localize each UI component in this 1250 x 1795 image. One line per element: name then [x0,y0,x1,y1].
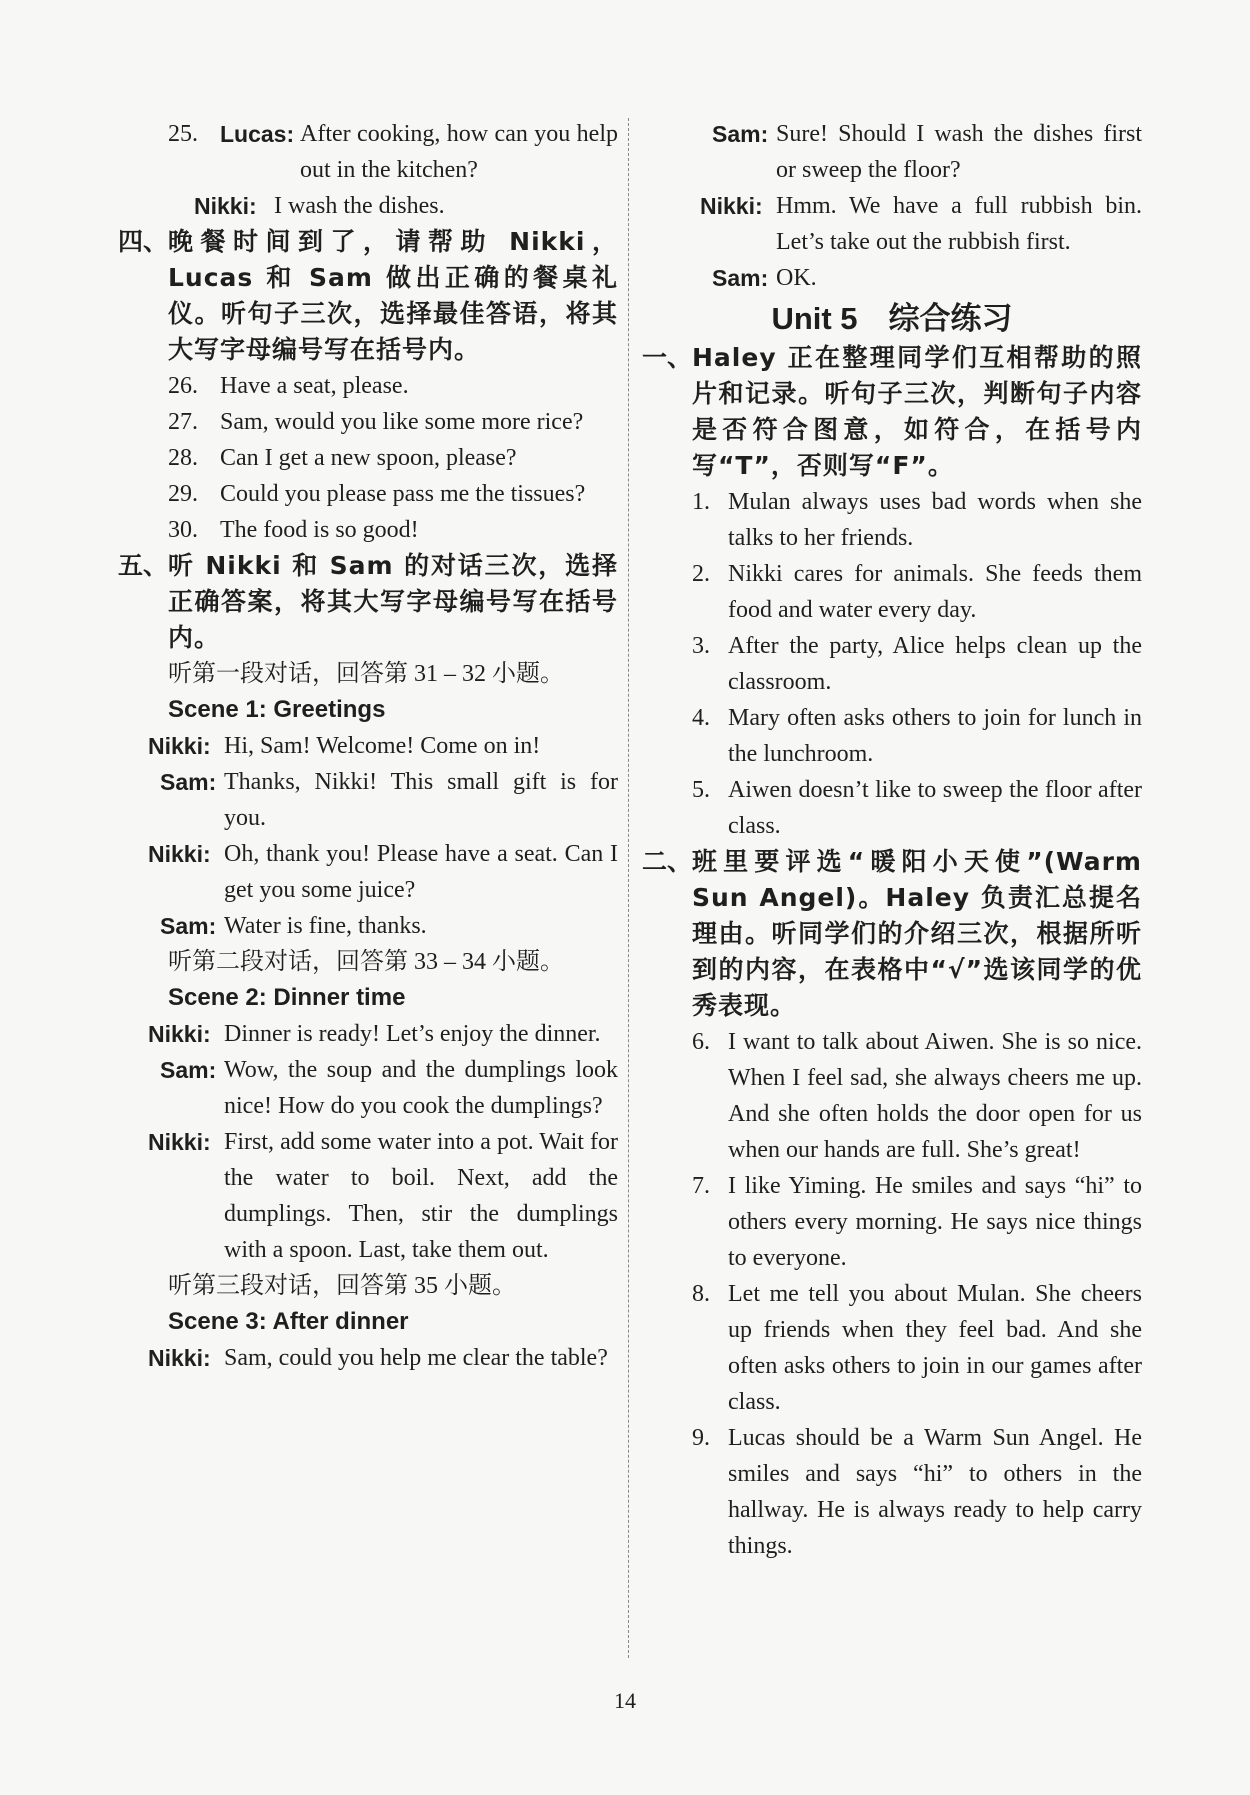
dialogue-line: OK. [776,265,817,291]
dialogue-line: First, add some water into a pot. Wait for the water to boil. Next, add the dumplings. Then, stir the dumplings with a spoon. Last, take them out. [224,1129,618,1263]
dialogue-line-row [118,728,618,764]
dialogue-line: Hi, Sam! Welcome! Come on in! [224,733,541,759]
question-text: Nikki cares for animals. She feeds them food and water every day. [728,561,1142,623]
column-divider [628,118,629,1658]
scene-2-title: Scene 2: Dinner time [168,984,406,1011]
list-item [642,700,1142,772]
dialogue-line-row [118,908,618,944]
list-item [642,484,1142,556]
speaker-label: Sam: [160,769,217,795]
dialogue-1-instruction: 听第一段对话，回答第 31 – 32 小题。 [168,661,564,687]
question-text: The food is so good! [220,517,419,543]
question-number: 9. [692,1425,710,1451]
dialogue-line-row [642,188,1142,260]
dialogue-line: Dinner is ready! Let’s enjoy the dinner. [224,1021,601,1047]
dialogue-line: Thanks, Nikki! This small gift is for you. [224,769,618,831]
list-item [118,404,618,440]
question-number: 25. [168,121,198,147]
section-2-items [642,1024,1142,1564]
dialogue-3-instruction: 听第三段对话，回答第 35 小题。 [168,1273,516,1299]
question-text: I like Yiming. He smiles and says “hi” to others every morning. He says nice things to everyone. [728,1173,1142,1271]
question-text: Aiwen doesn’t like to sweep the floor after class. [728,777,1142,839]
dialogue-line-row [118,764,618,836]
section-5-heading [118,548,618,656]
dialogue-2-instruction: 听第二段对话，回答第 33 – 34 小题。 [168,949,564,975]
dialogue-line-row [118,1340,618,1376]
question-text: Can I get a new spoon, please? [220,445,517,471]
section-instruction: 听 Nikki 和 Sam 的对话三次，选择正确答案，将其大写字母编号写在括号内。 [168,551,618,652]
page-number: 14 [614,1688,636,1713]
question-number: 28. [168,445,198,471]
scene-1-title: Scene 1: Greetings [168,696,386,723]
dialogue-line-row [642,116,1142,188]
question-number: 4. [692,705,710,731]
section-4-heading [118,224,618,368]
question-number: 5. [692,777,710,803]
question-25 [118,116,618,188]
speaker-label: Sam: [712,265,769,291]
question-text: Lucas should be a Warm Sun Angel. He smiles and says “hi” to others in the hallway. He is always ready to help carry things. [728,1425,1142,1559]
speaker-label: Nikki: [700,193,763,219]
list-item [642,1420,1142,1564]
list-item [642,628,1142,700]
question-number: 8. [692,1281,710,1307]
speaker-label: Sam: [160,913,217,939]
dialogue-line-row [118,1016,618,1052]
question-text: Have a seat, please. [220,373,409,399]
list-item [118,440,618,476]
question-text: Sam, would you like some more rice? [220,409,584,435]
section-2-heading [642,844,1142,1024]
speaker-label: Nikki: [148,733,211,759]
speaker-label: Lucas: [220,121,295,147]
left-column [118,116,618,1376]
section-1-heading [642,340,1142,484]
right-column [642,116,1142,1564]
unit-title: Unit 5 综合练习 [771,301,1013,336]
question-text: Mulan always uses bad words when she talks to her friends. [728,489,1142,551]
section-marker: 四、 [118,227,169,256]
dialogue-line: Oh, thank you! Please have a seat. Can I get you some juice? [224,841,618,903]
question-number: 1. [692,489,710,515]
dialogue-line: Water is fine, thanks. [224,913,427,939]
section-1-items [642,484,1142,844]
section-instruction: Haley 正在整理同学们互相帮助的照片和记录。听句子三次，判断句子内容是否符合图意，如符合，在括号内写“T”，否则写“F”。 [692,343,1142,480]
section-4-items [118,368,618,548]
dialogue-line: Sure! Should I wash the dishes first or sweep the floor? [776,121,1142,183]
speaker-label: Nikki: [148,841,211,867]
question-text: I want to talk about Aiwen. She is so nice. When I feel sad, she always cheers me up. And she often holds the door open for us when our hands are full. She’s great! [728,1029,1142,1163]
answer-25 [118,188,618,224]
speaker-label: Sam: [160,1057,217,1083]
speaker-label: Nikki: [194,193,257,219]
section-instruction: 晚餐时间到了，请帮助 Nikki，Lucas 和 Sam 做出正确的餐桌礼仪。听句子三次，选择最佳答语，将其大写字母编号写在括号内。 [168,227,618,364]
question-number: 26. [168,373,198,399]
question-number: 27. [168,409,198,435]
dialogue-line: Sam, could you help me clear the table? [224,1345,608,1371]
dialogue-line: Hmm. We have a full rubbish bin. Let’s take out the rubbish first. [776,193,1142,255]
list-item [118,368,618,404]
question-number: 29. [168,481,198,507]
question-text: After the party, Alice helps clean up the classroom. [728,633,1142,695]
section-instruction: 班里要评选“暖阳小天使”(Warm Sun Angel)。Haley 负责汇总提名理由。听同学们的介绍三次，根据所听到的内容，在表格中“√”选该同学的优秀表现。 [692,847,1142,1020]
section-marker: 一、 [642,343,693,372]
dialogue-line: After cooking, how can you help out in the kitchen? [300,121,618,183]
list-item [642,772,1142,844]
dialogue-line: Wow, the soup and the dumplings look nice! How do you cook the dumplings? [224,1057,618,1119]
dialogue-line: I wash the dishes. [274,193,445,219]
list-item [118,476,618,512]
question-number: 6. [692,1029,710,1055]
list-item [642,1024,1142,1168]
list-item [642,1276,1142,1420]
question-number: 3. [692,633,710,659]
list-item [642,556,1142,628]
dialogue-line-row [118,836,618,908]
dialogue-line-row [642,260,1142,296]
section-marker: 五、 [118,551,169,580]
question-text: Let me tell you about Mulan. She cheers up friends when they feel bad. And she often asks others to join in our games after class. [728,1281,1142,1415]
list-item [118,512,618,548]
list-item [642,1168,1142,1276]
question-number: 2. [692,561,710,587]
dialogue-line-row [118,1124,618,1268]
speaker-label: Nikki: [148,1021,211,1047]
speaker-label: Nikki: [148,1129,211,1155]
question-text: Could you please pass me the tissues? [220,481,586,507]
dialogue-line-row [118,1052,618,1124]
section-marker: 二、 [642,847,693,876]
question-number: 7. [692,1173,710,1199]
speaker-label: Nikki: [148,1345,211,1371]
question-text: Mary often asks others to join for lunch in the lunchroom. [728,705,1142,767]
scene-3-title: Scene 3: After dinner [168,1308,409,1335]
question-number: 30. [168,517,198,543]
speaker-label: Sam: [712,121,769,147]
